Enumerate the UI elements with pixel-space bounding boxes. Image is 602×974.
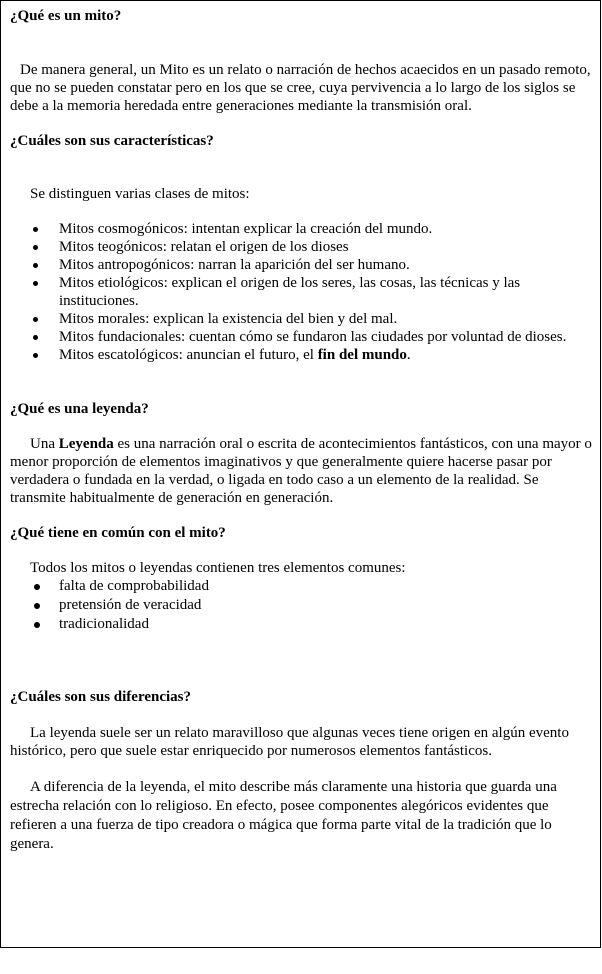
heading-que-es-un-mito: ¿Qué es un mito?: [10, 8, 122, 24]
list-item: Mitos morales: explican la existencia del bien y del mal.: [10, 310, 592, 328]
heading-que-es-una-leyenda: ¿Qué es una leyenda?: [10, 401, 149, 417]
list-elementos-comunes: [10, 577, 592, 634]
list-item: Mitos etiológicos: explican el origen de los seres, las cosas, las técnicas y las instituciones.: [10, 274, 592, 310]
list-clases-de-mitos: [10, 220, 592, 364]
heading-diferencias: ¿Cuáles son sus diferencias?: [10, 689, 191, 705]
paragraph-diferencias-1: La leyenda suele ser un relato maravilloso que algunas veces tiene origen en algún evento histórico, pero que suele estar enriquecido por numerosos elementos fantásticos.: [10, 725, 569, 759]
leyenda-rest: es una narración oral o escrita de acontecimientos fantásticos, con una mayor o menor proporción de elementos imaginativos y que generalmente quiere hacerse pasar por verdadera o fundada en la verdad, o ligada en todo caso a un elemento de la realidad. Se transmite habitualmente de generación en generación.: [10, 436, 592, 506]
list-item: tradicionalidad: [10, 615, 592, 634]
heading-en-comun: ¿Qué tiene en común con el mito?: [10, 525, 226, 541]
heading-caracteristicas: ¿Cuáles son sus características?: [10, 133, 214, 149]
bold-fin-del-mundo: fin del mundo: [317, 347, 407, 363]
list-item: Mitos antropogónicos: narran la aparición del ser humano.: [10, 256, 592, 274]
paragraph-comun-intro: Todos los mitos o leyendas contienen tres elementos comunes:: [30, 560, 406, 576]
list-item: [10, 346, 592, 364]
list-item: pretensión de veracidad: [10, 596, 592, 615]
list-item: Mitos teogónicos: relatan el origen de los dioses: [10, 238, 592, 256]
document-content: [1, 1, 600, 854]
list-item-text: Mitos escatológicos: anuncian el futuro, el: [59, 347, 318, 363]
paragraph-clases-intro: Se distinguen varias clases de mitos:: [30, 186, 250, 202]
bold-leyenda: Leyenda: [58, 436, 114, 452]
list-item: Mitos fundacionales: cuentan cómo se fundaron las ciudades por voluntad de dioses.: [10, 328, 592, 346]
paragraph-leyenda-definicion: [10, 435, 592, 507]
list-item: falta de comprobabilidad: [10, 577, 592, 596]
paragraph-mito-definicion: De manera general, un Mito es un relato o narración de hechos acaecidos en un pasado remoto, que no se pueden constatar pero en los que se cree, cuya pervivencia a lo largo de los siglos se debe a la memoria heredada entre generaciones mediante la transmisión oral.: [10, 62, 591, 114]
paragraph-diferencias-2: A diferencia de la leyenda, el mito describe más claramente una historia que guarda una estrecha relación con lo religioso. En efecto, posee componentes alegóricos evidentes que refieren a una fuerza de tipo creadora o mágica que forma parte vital de la tradición que lo genera.: [10, 779, 557, 852]
list-item-suffix: .: [406, 347, 411, 363]
list-item: Mitos cosmogónicos: intentan explicar la creación del mundo.: [10, 220, 592, 238]
leyenda-prefix: Una: [30, 436, 59, 452]
